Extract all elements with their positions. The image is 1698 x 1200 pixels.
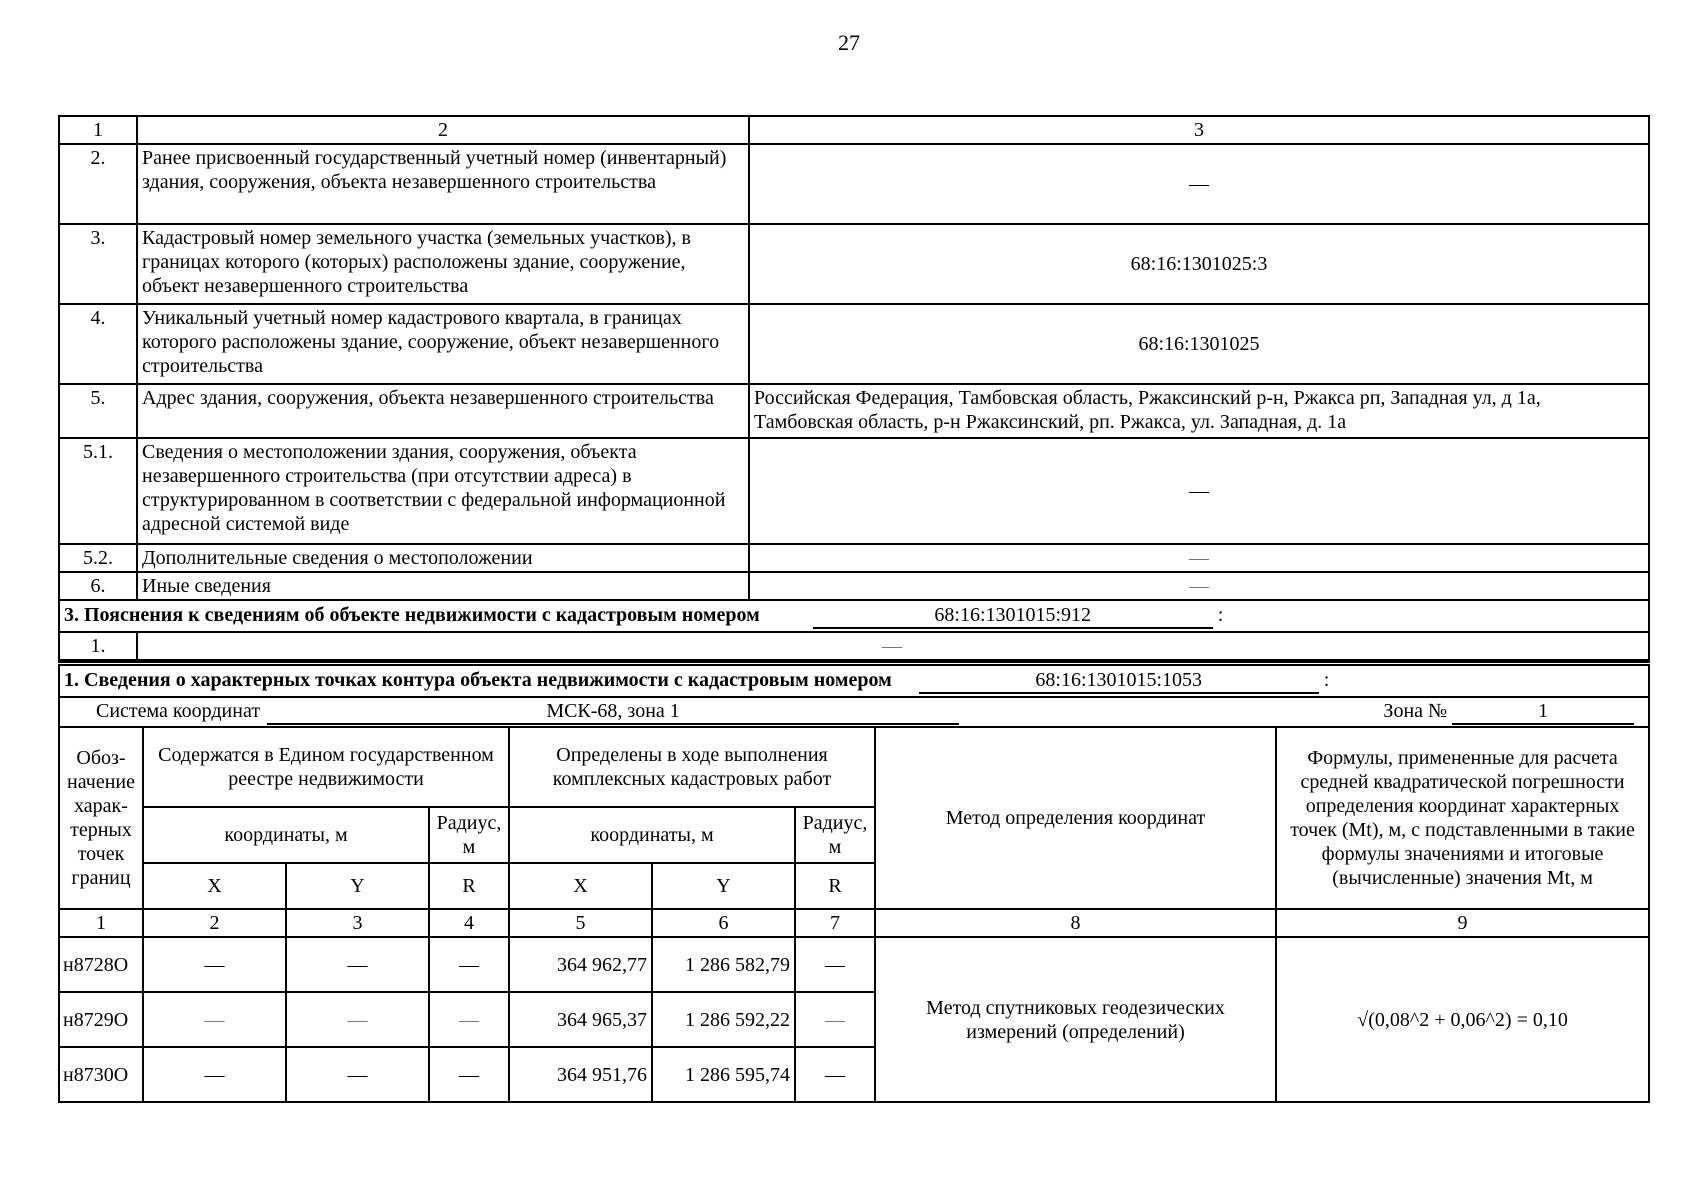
point-egrn-r: — [429,1047,509,1102]
formula-value: √(0,08^2 + 0,06^2) = 0,10 [1276,937,1649,1102]
points-cadastral-number: 68:16:1301015:1053 [919,668,1319,694]
point-egrn-y: — [286,1047,429,1102]
info-row-label: Иные сведения [137,572,749,600]
info-header-col3: 3 [749,116,1649,144]
column-number: 2 [143,909,286,937]
header-works-r: R [795,863,875,909]
method-value: Метод спутниковых геодезических измерений (определений) [875,937,1276,1102]
header-works-x: X [509,863,652,909]
header-designation: Обоз-начение харак-терных точек границ [59,727,143,909]
column-number: 1 [59,909,143,937]
coord-system-cell [59,697,1649,727]
point-id: н8729О [59,992,143,1047]
header-egrn-x: X [143,863,286,909]
info-row-label: Дополнительные сведения о местоположении [137,544,749,572]
point-egrn-x: — [143,1047,286,1102]
document-frame [58,115,1648,1103]
section3-row-value: — [882,635,902,657]
column-number: 8 [875,909,1276,937]
section3-row-number: 1. [59,632,137,660]
header-egrn-y: Y [286,863,429,909]
point-y: 1 286 582,79 [652,937,795,992]
info-row-value: 68:16:1301025 [749,304,1649,384]
point-x: 364 962,77 [509,937,652,992]
characteristic-points-table [58,661,1650,1103]
info-row-label: Уникальный учетный номер кадастрового квартала, в границах которого расположены здание, сооружение, объект незавершенного строительства [137,304,749,384]
point-y: 1 286 595,74 [652,1047,795,1102]
zone-value: 1 [1452,699,1634,725]
object-info-table [58,115,1650,661]
section3-row-value-cell [137,632,1649,660]
point-r: — [795,937,875,992]
header-works-coords: координаты, м [509,807,795,863]
info-row-label: Кадастровый номер земельного участка (земельных участков), в границах которого (которых) расположены здание, сооружение, объект незавершенного строительства [137,224,749,304]
section3-title: 3. Пояснения к сведениям об объекте недвижимости с кадастровым номером [64,604,760,626]
header-egrn-radius: Радиус, м [429,807,509,863]
section3-title-cell [59,600,1649,632]
info-row-label: Адрес здания, сооружения, объекта незавершенного строительства [137,384,749,438]
info-row-number: 4. [59,304,137,384]
point-x: 364 951,76 [509,1047,652,1102]
info-header-col2: 2 [137,116,749,144]
column-number: 4 [429,909,509,937]
info-row-number: 3. [59,224,137,304]
point-egrn-r: — [429,992,509,1047]
point-egrn-x: — [143,992,286,1047]
coord-system-label: Система координат [96,700,261,722]
header-works-radius: Радиус, м [795,807,875,863]
info-row [59,304,1649,384]
column-number: 9 [1276,909,1649,937]
header-method: Метод определения координат [875,727,1276,909]
info-row-value: — [749,144,1649,224]
section3-title-row [59,600,1649,632]
point-id: н8728О [59,937,143,992]
points-header-row-1 [59,727,1649,807]
info-row-number: 5.1. [59,438,137,544]
column-number: 5 [509,909,652,937]
column-number: 3 [286,909,429,937]
header-formulas: Формулы, примененные для расчета средней квадратической погрешности определения координат характерных точек (Mt), м, с подставленными в такие формулы значениями и итоговые (вычисленные) значения Mt, м [1276,727,1649,909]
header-egrn: Содержатся в Едином государственном реестре недвижимости [143,727,509,807]
column-number: 6 [652,909,795,937]
points-title-cell [59,664,1649,698]
info-row-value: Российская Федерация, Тамбовская область, Ржаксинский р-н, Ржакса рп, Западная ул, д 1а, Тамбовская область, р-н Ржаксинский, рп. Ржакса, ул. Западная, д. 1а [749,384,1649,438]
point-x: 364 965,37 [509,992,652,1047]
info-row [59,544,1649,572]
info-row-number: 5.2. [59,544,137,572]
page-number: 27 [838,30,860,55]
info-row-label: Сведения о местоположении здания, сооружения, объекта незавершенного строительства (при отсутствии адреса) в структурированном в соответствии с федеральной информационной адресной системой виде [137,438,749,544]
info-row-value: — [749,544,1649,572]
info-row-value: — [749,438,1649,544]
point-egrn-y: — [286,992,429,1047]
info-row [59,438,1649,544]
point-egrn-r: — [429,937,509,992]
points-colon: : [1323,669,1330,691]
section3-cadastral-number: 68:16:1301015:912 [813,603,1213,629]
info-row-value: — [749,572,1649,600]
info-row-number: 2. [59,144,137,224]
info-row [59,384,1649,438]
points-section-title: 1. Сведения о характерных точках контура объекта недвижимости с кадастровым номером [64,669,892,691]
point-y: 1 286 592,22 [652,992,795,1047]
point-egrn-y: — [286,937,429,992]
zone-label: Зона № [1383,700,1448,722]
header-cadastral-works: Определены в ходе выполнения комплексных кадастровых работ [509,727,875,807]
header-works-y: Y [652,863,795,909]
info-row-value: 68:16:1301025:3 [749,224,1649,304]
column-number: 7 [795,909,875,937]
info-header-col1: 1 [59,116,137,144]
points-title-row [59,664,1649,698]
info-row-number: 5. [59,384,137,438]
info-header-row [59,116,1649,144]
section3-row [59,632,1649,660]
info-row [59,572,1649,600]
section3-colon: : [1217,604,1224,626]
point-id: н8730О [59,1047,143,1102]
coord-system-value: МСК-68, зона 1 [267,699,959,725]
info-row [59,144,1649,224]
coord-system-row [59,697,1649,727]
header-egrn-coords: координаты, м [143,807,429,863]
info-row-number: 6. [59,572,137,600]
point-r: — [795,992,875,1047]
point-r: — [795,1047,875,1102]
point-row [59,937,1649,992]
info-row [59,224,1649,304]
header-egrn-r: R [429,863,509,909]
column-numbers-row [59,909,1649,937]
info-row-label: Ранее присвоенный государственный учетный номер (инвентарный) здания, сооружения, объекта незавершенного строительства [137,144,749,224]
point-egrn-x: — [143,937,286,992]
